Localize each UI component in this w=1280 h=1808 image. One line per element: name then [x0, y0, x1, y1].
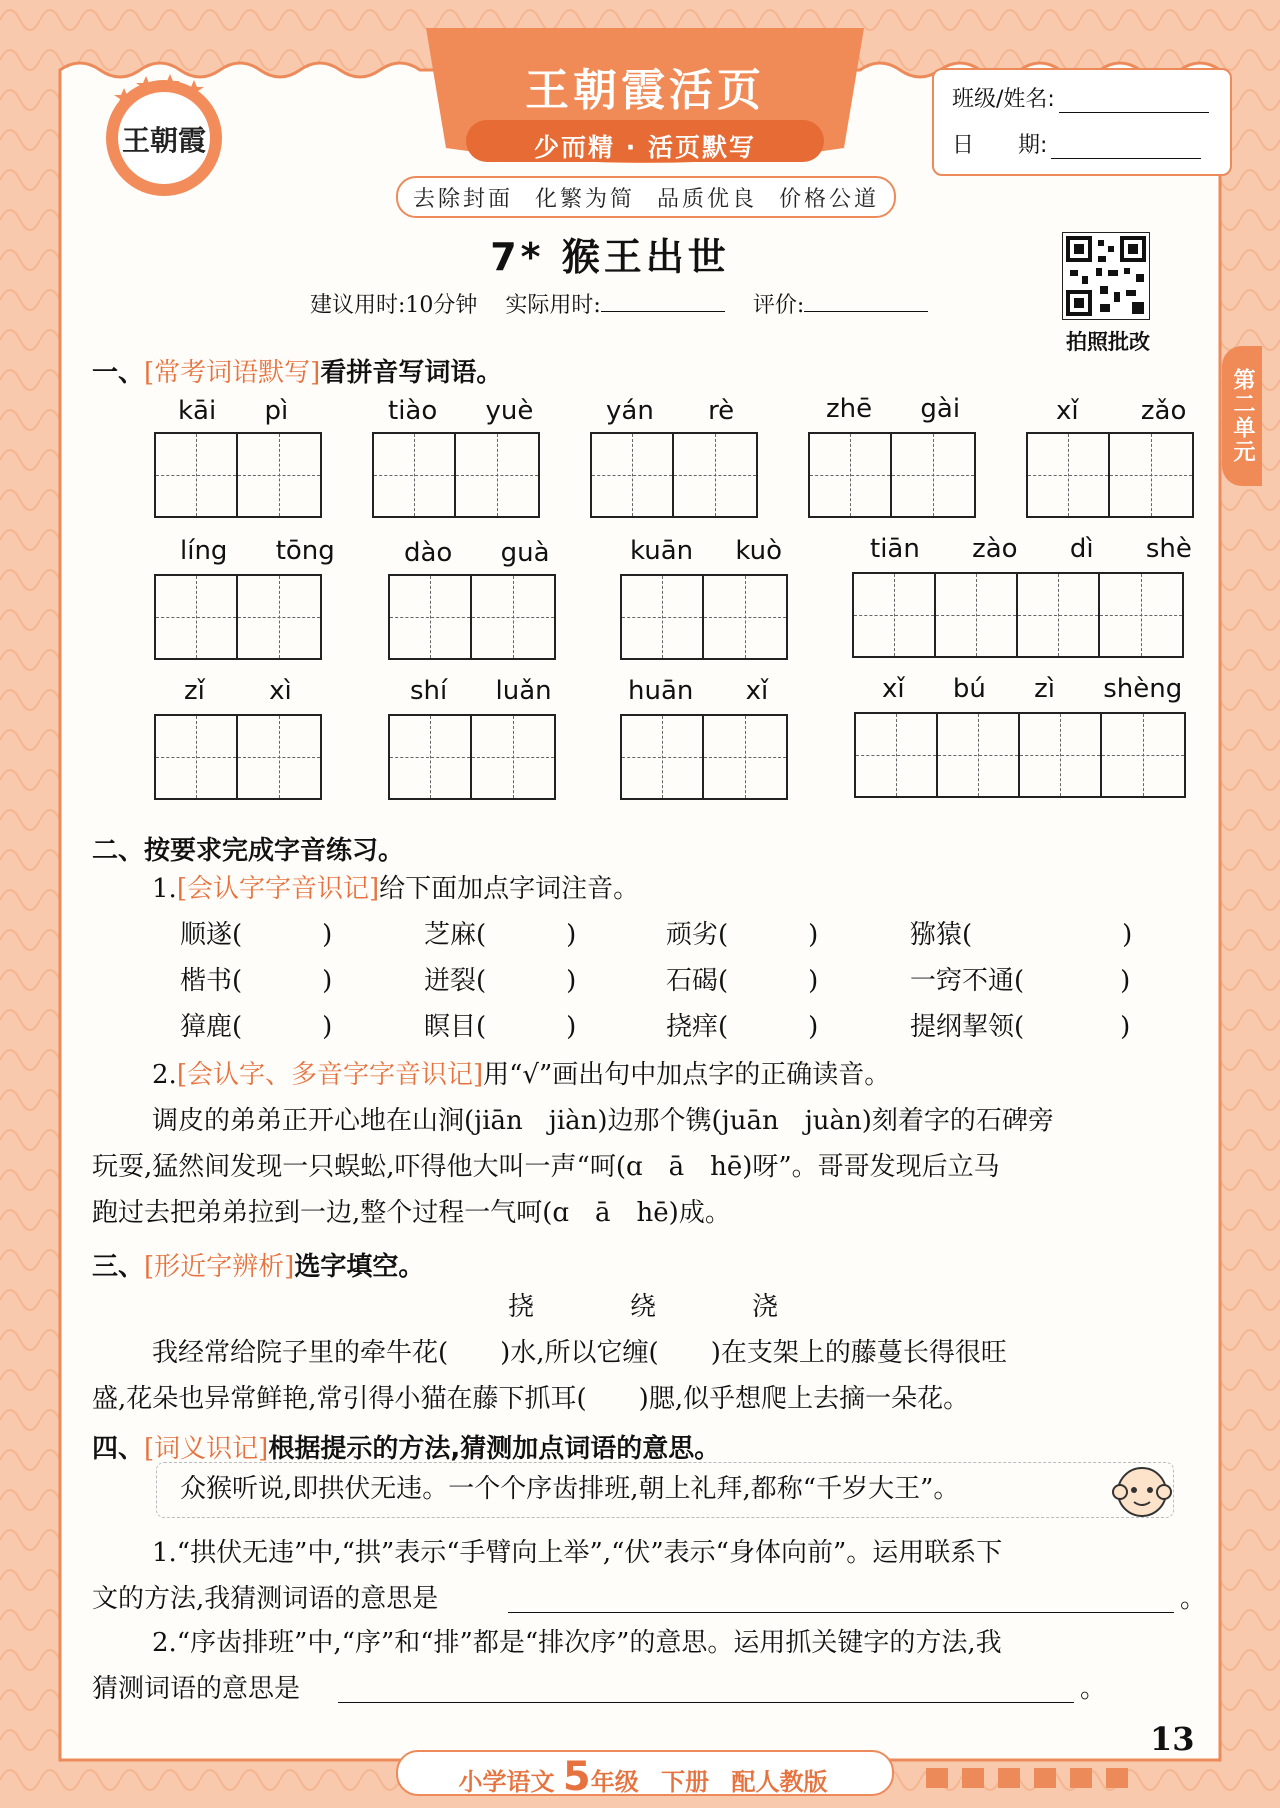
- page-number: 13: [1150, 1720, 1195, 1758]
- logo-text: 王朝霞: [121, 124, 207, 157]
- writing-grid[interactable]: [852, 572, 1184, 658]
- pinyin-label: dào guà: [404, 538, 550, 568]
- hint-text: 众猴听说,即拱伏无违。一个个序齿排班,朝上礼拜,都称“千岁大王”。: [180, 1474, 960, 1504]
- question-4-1-line1: 1.“拱伏无违”中,“拱”表示“手臂向上举”,“伏”表示“身体向前”。运用联系下: [152, 1538, 1003, 1568]
- writing-grid[interactable]: [372, 432, 540, 518]
- class-name-field[interactable]: [1059, 90, 1209, 113]
- pinyin-item[interactable]: 迸裂( ): [424, 966, 577, 996]
- question-4-1-line2: 文的方法,我猜测词语的意思是: [92, 1584, 439, 1614]
- footer-square: [1070, 1768, 1092, 1788]
- pinyin-item[interactable]: 獐鹿( ): [180, 1012, 333, 1042]
- writing-grid[interactable]: [154, 432, 322, 518]
- footer-grade-number: 5: [562, 1754, 591, 1800]
- slogan-item: 去除封面: [412, 186, 513, 212]
- writing-grid[interactable]: [620, 574, 788, 660]
- pinyin-label: zǐ xì: [184, 676, 292, 706]
- writing-grid[interactable]: [854, 712, 1186, 798]
- pinyin-item[interactable]: 一窍不通( ): [910, 966, 1131, 996]
- answer-line[interactable]: [338, 1702, 1074, 1703]
- paragraph-line: 跑过去把弟弟拉到一边,整个过程一气呵(ɑ ā hē)成。: [92, 1198, 731, 1228]
- writing-grid[interactable]: [1026, 432, 1194, 518]
- pinyin-label: xǐ bú zì shèng: [882, 674, 1183, 704]
- footer-square: [962, 1768, 984, 1788]
- pinyin-label: tiān zào dì shè: [870, 534, 1192, 564]
- grade-label: 评价:: [752, 293, 805, 318]
- qr-caption: 拍照批改: [1066, 330, 1150, 354]
- suggested-time: 建议用时:10分钟: [310, 293, 478, 318]
- pinyin-item[interactable]: 顺遂( ): [180, 920, 333, 950]
- monkey-icon: [1112, 1464, 1174, 1520]
- section-number: 一、: [92, 358, 145, 388]
- section-tag: [形近字辨析]: [144, 1252, 295, 1282]
- question-number: 2.: [152, 1060, 177, 1090]
- footer-volume: 下册: [661, 1768, 710, 1796]
- paragraph-line: 我经常给院子里的牵牛花( )水,所以它缠( )在支架上的藤蔓长得很旺: [152, 1338, 1007, 1368]
- class-name-label: 班级/姓名:: [952, 87, 1055, 112]
- date-row: [952, 128, 1201, 159]
- question-4-2-line1: 2.“序齿排班”中,“序”和“排”都是“排次序”的意思。运用抓关键字的方法,我: [152, 1628, 1002, 1658]
- paragraph-line: 盛,花朵也异常鲜艳,常引得小猫在藤下抓耳( )腮,似乎想爬上去摘一朵花。: [92, 1384, 970, 1414]
- question-tag: [会认字、多音字字音识记]: [176, 1060, 484, 1090]
- pinyin-label: líng tōng: [180, 536, 335, 566]
- pinyin-label: zhē gài: [826, 394, 961, 424]
- section-tag: [常考词语默写]: [144, 358, 321, 388]
- qr-code-icon[interactable]: [1062, 232, 1150, 320]
- question-2-1: [152, 876, 639, 902]
- pinyin-item[interactable]: 猕猿( ): [910, 920, 1133, 950]
- writing-grid[interactable]: [154, 714, 322, 800]
- writing-grid[interactable]: [388, 714, 556, 800]
- choice-char: 绕: [630, 1292, 657, 1322]
- pinyin-item[interactable]: 挠痒( ): [666, 1012, 819, 1042]
- footer-square: [1034, 1768, 1056, 1788]
- pinyin-label: kuān kuò: [630, 536, 783, 566]
- class-name-row: [952, 82, 1209, 113]
- pinyin-item[interactable]: 提纲挈领( ): [910, 1012, 1131, 1042]
- footer-square: [1106, 1768, 1128, 1788]
- grade-field[interactable]: [804, 291, 928, 312]
- writing-grid[interactable]: [154, 574, 322, 660]
- slogan-item: 价格公道: [779, 186, 880, 212]
- date-field[interactable]: [1051, 136, 1201, 159]
- actual-time-label: 实际用时:: [505, 293, 601, 318]
- section-tag: [词义识记]: [144, 1434, 269, 1464]
- pinyin-label: kāi pì: [178, 396, 289, 426]
- unit-tab: 第二单元: [1222, 346, 1262, 486]
- pinyin-item[interactable]: 瞑目( ): [424, 1012, 577, 1042]
- section-3-heading: [92, 1246, 424, 1283]
- banner-subtitle: 少而精 · 活页默写: [534, 133, 756, 162]
- period: 。: [1080, 1674, 1107, 1704]
- period: 。: [1180, 1584, 1207, 1614]
- footer-grade: 年级: [590, 1768, 639, 1796]
- pinyin-label: yán rè: [606, 396, 735, 426]
- writing-grid[interactable]: [590, 432, 758, 518]
- footer-square: [998, 1768, 1020, 1788]
- section-number: 三、: [92, 1252, 145, 1282]
- paragraph-line: 调皮的弟弟正开心地在山涧(jiān jiàn)边那个镌(juān juàn)刻着字的石碑旁: [152, 1106, 1054, 1136]
- writing-grid[interactable]: [808, 432, 976, 518]
- student-info-box: [932, 68, 1232, 176]
- section-text: 看拼音写词语。: [320, 358, 503, 388]
- section-text: 选字填空。: [294, 1252, 425, 1282]
- pinyin-label: huān xǐ: [628, 676, 769, 706]
- question-2-2: [152, 1062, 890, 1088]
- section-number: 四、: [92, 1434, 145, 1464]
- slogan-item: 品质优良: [657, 186, 758, 212]
- pinyin-item[interactable]: 芝麻( ): [424, 920, 577, 950]
- brand-logo: [98, 68, 230, 200]
- date-label: 日 期:: [952, 133, 1048, 158]
- writing-grid[interactable]: [388, 574, 556, 660]
- slogan-item: 化繁为简: [534, 186, 635, 212]
- pinyin-label: tiào yuè: [388, 396, 534, 426]
- section-text: 按要求完成字音练习。: [144, 836, 405, 866]
- section-number: 二、: [92, 836, 145, 866]
- pinyin-label: xǐ zǎo: [1056, 396, 1187, 426]
- paragraph-line: 玩耍,猛然间发现一只蜈蚣,吓得他大叫一声“呵(ɑ ā hē)呀”。哥哥发现后立马: [92, 1152, 1000, 1182]
- question-text: 用“√”画出句中加点字的正确读音。: [483, 1060, 891, 1090]
- choice-char: 挠: [508, 1292, 535, 1322]
- writing-grid[interactable]: [620, 714, 788, 800]
- question-number: 1.: [152, 874, 177, 904]
- footer-square: [926, 1768, 948, 1788]
- choice-char: 浇: [752, 1292, 779, 1322]
- pinyin-item[interactable]: 石碣( ): [666, 966, 819, 996]
- section-4-heading: [92, 1428, 720, 1465]
- section-text: 根据提示的方法,猜测加点词语的意思。: [268, 1434, 721, 1464]
- pinyin-item[interactable]: 楷书( ): [180, 966, 333, 996]
- section-1-heading: [92, 352, 502, 389]
- pinyin-item[interactable]: 顽劣( ): [666, 920, 819, 950]
- lesson-timing: [310, 288, 1010, 319]
- section-2-heading: [92, 830, 404, 867]
- lesson-title: 7* 猴王出世: [490, 235, 730, 279]
- question-text: 给下面加点字词注音。: [379, 874, 640, 904]
- question-4-2-line2: 猜测词语的意思是: [92, 1674, 301, 1704]
- footer-info: [396, 1754, 890, 1800]
- actual-time-field[interactable]: [601, 291, 725, 312]
- banner-title: 王朝霞活页: [525, 65, 765, 116]
- footer-subject: 小学语文: [458, 1768, 555, 1796]
- answer-line[interactable]: [508, 1612, 1174, 1613]
- slogan-bar: [396, 176, 896, 218]
- question-tag: [会认字字音识记]: [176, 874, 380, 904]
- pinyin-label: shí luǎn: [410, 676, 552, 706]
- footer-edition: 配人教版: [731, 1768, 828, 1796]
